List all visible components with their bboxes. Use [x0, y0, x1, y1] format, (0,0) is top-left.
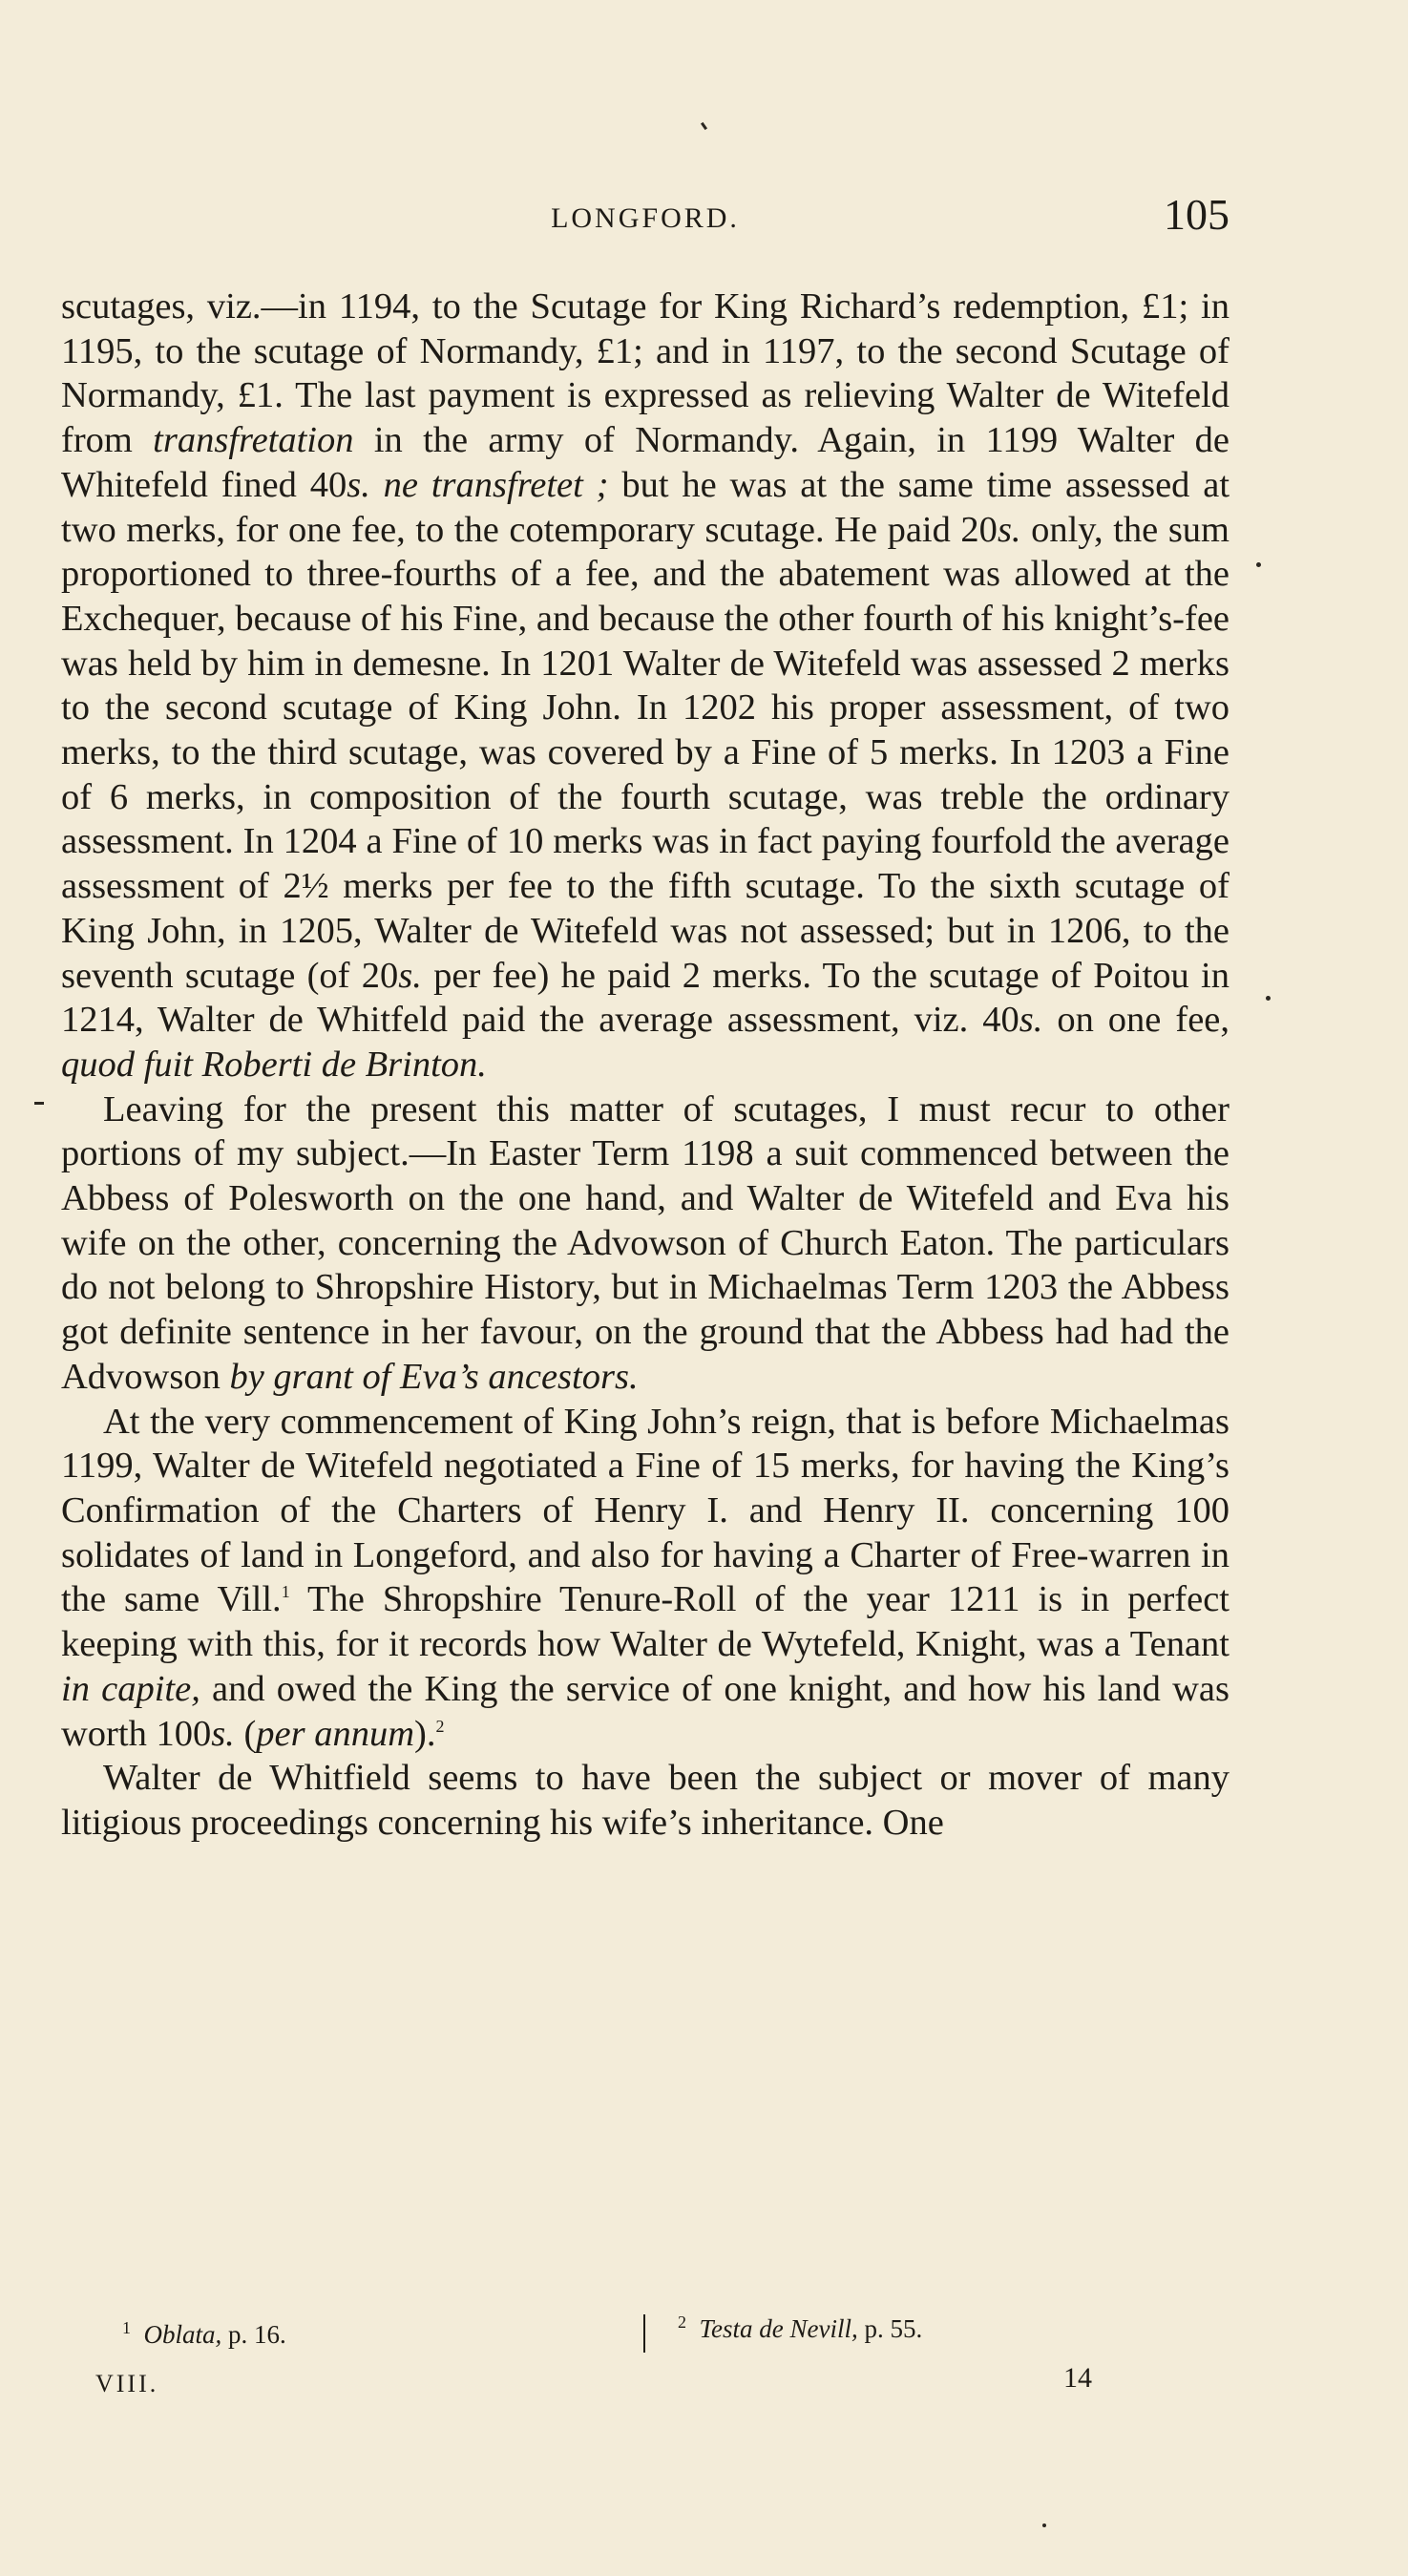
footnote-ref: 2 [435, 1716, 445, 1736]
text-run: ( [234, 1713, 257, 1754]
footnotes [61, 2314, 1229, 2360]
text-run: scutages, viz.—in 1194, to the Scutage for King Richard’s redemption, £1; in 1195, to the scutage of Normandy, £1; and in 1197, to the second Scutage of Normandy, £1. The last payment is expressed as relieving Walter de Witefeld from [61, 286, 1229, 461]
footnote-title: Oblata, [143, 2320, 222, 2349]
footnote-divider [643, 2314, 645, 2353]
italic-run: in capite, [61, 1668, 200, 1709]
text-run: Walter de Whitfield seems to have been the subject or mover of many litigious proceedings concerning his wife’s inheritance. One [61, 1758, 1229, 1843]
body-text [61, 285, 1229, 1846]
italic-run: transfretation [153, 420, 354, 461]
running-title: LONGFORD. [551, 202, 740, 234]
ink-speck [1256, 562, 1261, 567]
page-header [61, 189, 1229, 256]
italic-run: by grant of Eva’s ancestors. [229, 1356, 639, 1397]
footnote-number: 2 [678, 2312, 686, 2332]
text-run: The Shropshire Tenure-Roll of the year 1211 is in perfect keeping with this, for it records how Walter de Wytefeld, Knight, was a Tenant [61, 1579, 1229, 1665]
italic-run: s. [347, 464, 370, 505]
ink-speck [1042, 2523, 1046, 2527]
footnote-1 [122, 2320, 286, 2350]
footnote-title: Testa de Nevill, [699, 2314, 858, 2343]
italic-run: s. [1019, 1000, 1043, 1041]
text-run: on one fee, [1042, 1000, 1229, 1041]
italic-run: per annum [256, 1713, 415, 1754]
text-run: ). [414, 1713, 436, 1754]
signature-number: 14 [1063, 2362, 1092, 2394]
ink-speck [1266, 996, 1271, 1001]
paragraph-1 [61, 285, 1229, 1087]
signature-mark: VIII. [95, 2370, 159, 2397]
italic-run: s. [398, 955, 422, 996]
footnote-text: p. 16. [221, 2320, 286, 2349]
footnote-number: 1 [122, 2318, 131, 2337]
page-number: 105 [1164, 190, 1229, 239]
paragraph-4 [61, 1756, 1229, 1845]
paragraph-2 [61, 1087, 1229, 1400]
italic-run: quod fuit Roberti de Brinton. [61, 1044, 487, 1085]
text-run: in the army of Normandy. Again, in 1199 Walter de Whitefeld fined 40 [61, 420, 1229, 505]
footnote-ref: 1 [281, 1582, 290, 1602]
text-run [370, 465, 384, 505]
text-run: At the very commencement of King John’s reign, that is before Michaelmas 1199, Walter de Witefeld negotiated a Fine of 15 merks, for having the King’s Confirmation of the Charters of Henry I. and Henry II. concerning 100 solidates of land in Longeford, and also for having a Charter of Free-warren in the same Vill. [61, 1401, 1229, 1620]
ink-speck [701, 122, 707, 130]
footnote-text: p. 55. [857, 2314, 923, 2343]
italic-run: s. [997, 509, 1021, 550]
text-run: and owed the King the service of one knight, and how his land was worth 100 [61, 1668, 1229, 1754]
paragraph-3 [61, 1400, 1229, 1757]
italic-run: ne transfretet ; [383, 464, 609, 505]
footnote-2 [678, 2314, 922, 2344]
text-run: per fee) he paid 2 merks. To the scutage of Poitou in 1214, Walter de Whitfeld paid the average assessment, viz. 40 [61, 955, 1229, 1041]
text-run: but he was at the same time assessed at two merks, for one fee, to the cotemporary scutage. He paid 20 [61, 464, 1230, 550]
italic-run: s. [211, 1713, 235, 1754]
ink-speck [34, 1102, 44, 1105]
text-run: Leaving for the present this matter of scutages, I must recur to other portions of my subject.—In Easter Term 1198 a suit commenced between the Abbess of Polesworth on the one hand, and Walter de Witefeld and Eva his wife on the other, concerning the Advowson of Church Eaton. The particulars do not belong to Shropshire History, but in Michaelmas Term 1203 the Abbess got definite sentence in her favour, on the ground that the Abbess had had the Advowson [61, 1088, 1229, 1397]
text-run: only, the sum proportioned to three-fourths of a fee, and the abatement was allowed at the Exchequer, because of his Fine, and because the other fourth of his knight’s-fee was held by him in demesne. In 1201 Walter de Witefeld was assessed 2 merks to the second scutage of King John. In 1202 his proper assessment, of two merks, to the third scutage, was covered by a Fine of 5 merks. In 1203 a Fine of 6 merks, in composition of the fourth scutage, was treble the ordinary assessment. In 1204 a Fine of 10 merks was in fact paying fourfold the average assessment of 2½ merks per fee to the fifth scutage. To the sixth scutage of King John, in 1205, Walter de Witefeld was not assessed; but in 1206, to the seventh scutage (of 20 [61, 509, 1229, 996]
